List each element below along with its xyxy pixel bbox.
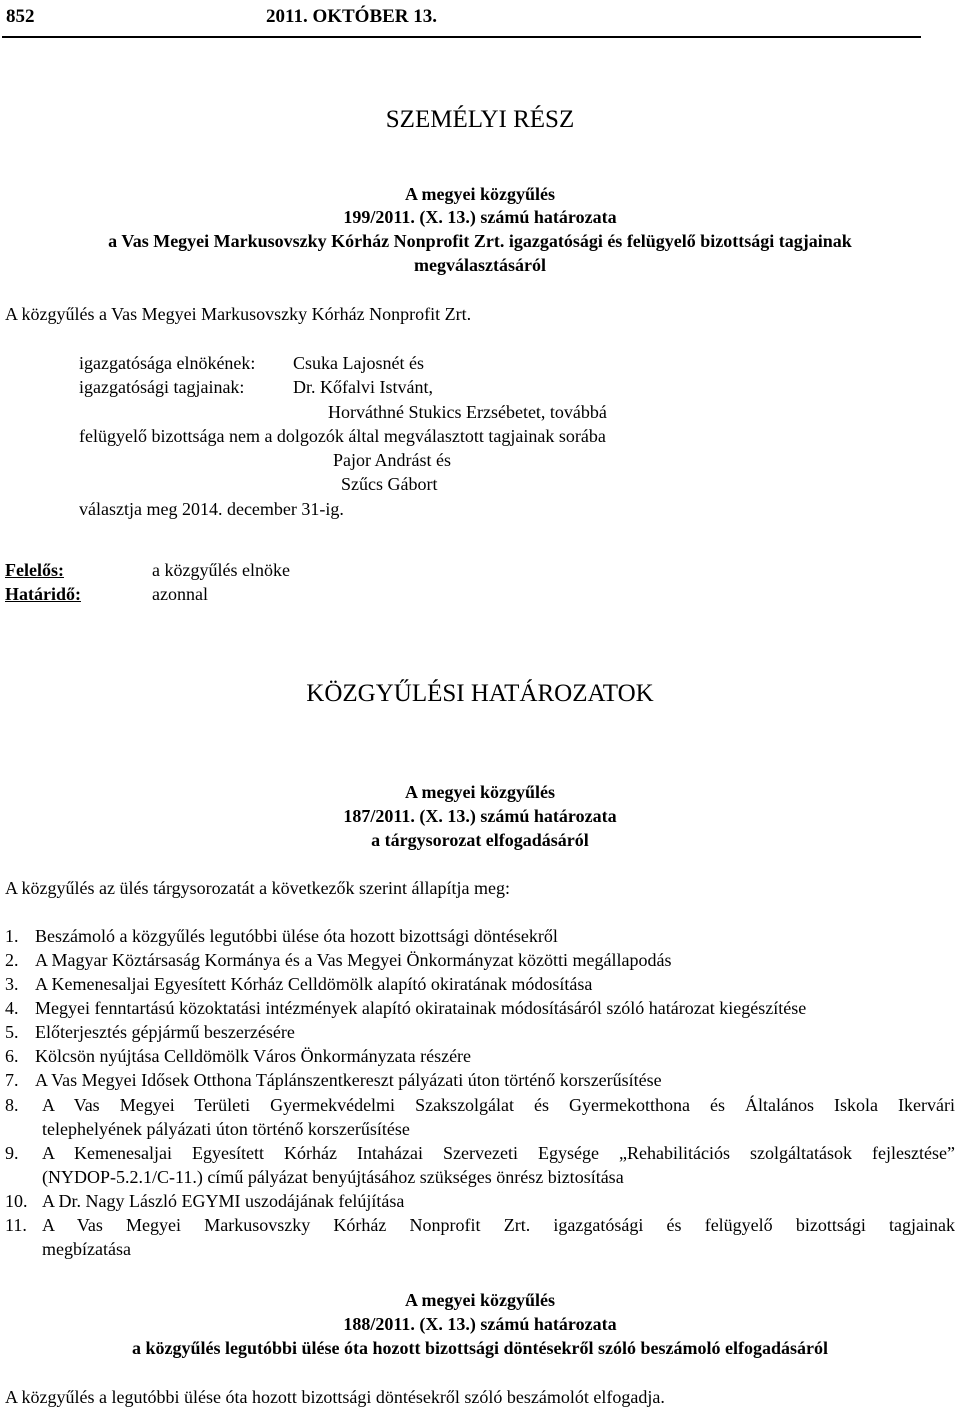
list-item-number: 11. xyxy=(5,1215,27,1235)
resolution-199-heading-2: 199/2011. (X. 13.) számú határozata xyxy=(343,207,617,227)
item-number: 1. xyxy=(5,926,19,946)
list-item-text: A Kemenesaljai Egyesített Kórház Intaházai Szervezeti Egysége „Rehabilitációs szolgáltatások fejlesztése” xyxy=(42,1143,955,1163)
resolution-199-heading-1: A megyei közgyűlés xyxy=(405,184,555,204)
item-text: Megyei fenntartású közoktatási intézmények alapító okiratainak módosításáról szóló határozat kiegészítése xyxy=(35,998,807,1018)
resolution-199-heading-3: a Vas Megyei Markusovszky Kórház Nonprofit Zrt. igazgatósági és felügyelő bizottsági tagjainak xyxy=(108,231,852,251)
responsible-label: Felelős: xyxy=(5,560,64,580)
list-item-number: 8. xyxy=(5,1095,19,1115)
member-1: Dr. Kőfalvi Istvánt, xyxy=(293,377,433,397)
responsible-value: a közgyűlés elnöke xyxy=(152,560,290,580)
member-2: Horváthné Stukics Erzsébetet, továbbá xyxy=(328,402,607,422)
issue-date: 2011. OKTÓBER 13. xyxy=(266,6,438,27)
agenda-intro: A közgyűlés az ülés tárgysorozatát a következők szerint állapítja meg: xyxy=(5,878,510,898)
list-item xyxy=(5,1070,662,1091)
item-number: 7. xyxy=(5,1070,19,1090)
list-item xyxy=(5,974,592,995)
list-item-continuation: megbízatása xyxy=(42,1239,131,1259)
list-item xyxy=(5,1191,404,1212)
item-text: Beszámoló a közgyűlés legutóbbi ülése óta hozott bizottsági döntésekről xyxy=(35,926,558,946)
supervisory-member-1: Pajor Andrást és xyxy=(333,450,451,470)
item-text: Előterjesztés gépjármű beszerzésére xyxy=(35,1022,295,1042)
supervisory-line: felügyelő bizottsága nem a dolgozók által megválasztott tagjainak sorába xyxy=(79,426,606,446)
chair-label: igazgatósága elnökének: xyxy=(79,353,256,373)
item-number: 4. xyxy=(5,998,19,1018)
list-item-number: 9. xyxy=(5,1143,19,1163)
item-text: A Magyar Köztársaság Kormánya és a Vas Megyei Önkormányzat közötti megállapodás xyxy=(35,950,672,970)
resolution-187-heading-3: a tárgysorozat elfogadásáról xyxy=(371,830,589,850)
item-number: 5. xyxy=(5,1022,19,1042)
resolution-188-body: A közgyűlés a legutóbbi ülése óta hozott bizottsági döntésekről szóló beszámolót elfogadja. xyxy=(5,1387,665,1407)
header-rule xyxy=(2,36,921,38)
item-number: 10. xyxy=(5,1191,28,1211)
list-item xyxy=(5,926,558,947)
list-item xyxy=(5,998,806,1019)
resolution-187-heading-2: 187/2011. (X. 13.) számú határozata xyxy=(343,806,617,826)
term-line: választja meg 2014. december 31-ig. xyxy=(79,499,344,519)
resolution-187-heading-1: A megyei közgyűlés xyxy=(405,782,555,802)
resolution-188-heading-1: A megyei közgyűlés xyxy=(405,1290,555,1310)
item-number: 6. xyxy=(5,1046,19,1066)
list-item-continuation: telephelyének pályázati úton történő korszerűsítése xyxy=(42,1119,410,1139)
list-item-text: A Vas Megyei Markusovszky Kórház Nonprofit Zrt. igazgatósági és felügyelő bizottsági tagjainak xyxy=(42,1215,955,1235)
item-text: A Kemenesaljai Egyesített Kórház Celldömölk alapító okiratának módosítása xyxy=(35,974,593,994)
resolution-188-heading-3: a közgyűlés legutóbbi ülése óta hozott bizottsági döntésekről szóló beszámoló elfogadásáról xyxy=(132,1338,828,1358)
list-item xyxy=(5,1046,471,1067)
deadline-value: azonnal xyxy=(152,584,208,604)
list-item-continuation: (NYDOP-5.2.1/C-11.) című pályázat benyújtásához szükséges önrész biztosítása xyxy=(42,1167,624,1187)
section-title-resolutions: KÖZGYŰLÉSI HATÁROZATOK xyxy=(306,680,654,707)
resolution-199-intro: A közgyűlés a Vas Megyei Markusovszky Kórház Nonprofit Zrt. xyxy=(5,304,472,324)
list-item-text: A Vas Megyei Területi Gyermekvédelmi Szakszolgálat és Gyermekotthona és Általános Iskola Ikervári xyxy=(42,1095,955,1115)
supervisory-member-2: Szűcs Gábort xyxy=(341,474,438,494)
resolution-199-heading-4: megválasztásáról xyxy=(414,255,546,275)
item-number: 2. xyxy=(5,950,19,970)
list-item xyxy=(5,1022,295,1043)
list-item xyxy=(5,950,671,971)
item-text: A Dr. Nagy László EGYMI uszodájának felújítása xyxy=(42,1191,405,1211)
resolution-188-heading-2: 188/2011. (X. 13.) számú határozata xyxy=(343,1314,617,1334)
deadline-label: Határidő: xyxy=(5,584,81,604)
members-label: igazgatósági tagjainak: xyxy=(79,377,245,397)
item-number: 3. xyxy=(5,974,19,994)
item-text: Kölcsön nyújtása Celldömölk Város Önkormányzata részére xyxy=(35,1046,472,1066)
item-text: A Vas Megyei Idősek Otthona Táplánszentkereszt pályázati úton történő korszerűsítése xyxy=(35,1070,662,1090)
section-title-personal: SZEMÉLYI RÉSZ xyxy=(385,106,575,133)
chair-value: Csuka Lajosnét és xyxy=(293,353,424,373)
page-number: 852 xyxy=(6,6,35,27)
